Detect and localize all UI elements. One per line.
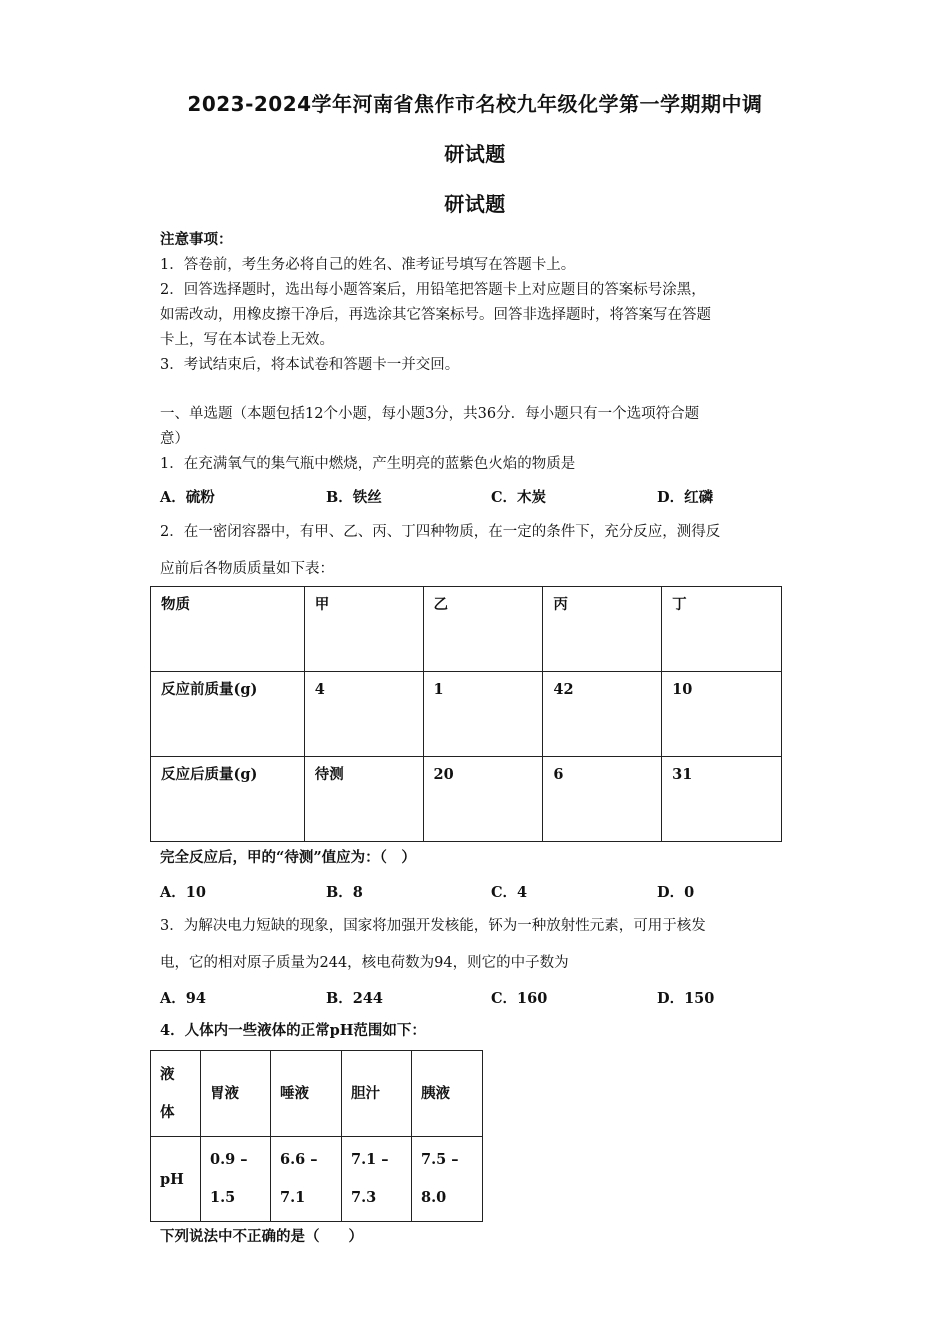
notice-item: 3．考试结束后，将本试卷和答题卡一并交回。 [160,357,460,373]
table-cell: 6 [543,757,662,842]
table-cell: 乙 [423,587,543,672]
title-line-1: 2023-2024学年河南省焦作市名校九年级化学第一学期期中调 [187,92,763,116]
table-cell: pH [151,1137,201,1222]
notice-item: 卡上，写在本试卷上无效。 [160,332,334,348]
q3-option-c: C．160 [491,990,548,1007]
table-header-row [151,587,782,672]
q2-question: 完全反应后，甲的“待测”值应为：（ ） [160,849,416,866]
q1-option-b: B．铁丝 [326,489,382,506]
table-cell: 胆汁 [342,1051,412,1137]
q2-stem: 2．在一密闭容器中，有甲、乙、丙、丁四种物质，在一定的条件下，充分反应，测得反 [160,524,721,540]
table-cell: 1 [423,672,543,757]
table-row [151,1137,483,1222]
q3-option-b: B．244 [326,990,384,1007]
q1-stem: 1．在充满氧气的集气瓶中燃烧，产生明亮的蓝紫色火焰的物质是 [160,456,576,472]
notice-item: 1．答卷前，考生务必将自己的姓名、准考证号填写在答题卡上。 [160,257,576,273]
q2-stem-cont: 应前后各物质质量如下表： [160,561,334,577]
q1-option-d: D．红磷 [657,489,714,506]
table-row [151,672,782,757]
table-cell: 胰液 [412,1051,483,1137]
title-line-3: 研试题 [444,192,506,216]
table-cell: 反应前质量(g) [151,672,305,757]
q4-ph-table [150,1050,483,1222]
section-heading-cont: 意） [160,431,189,447]
q2-option-c: C．4 [491,884,528,901]
table-cell: 待测 [304,757,423,842]
table-cell: 42 [543,672,662,757]
q4-question: 下列说法中不正确的是（ ） [160,1228,363,1245]
table-cell: 唾液 [271,1051,342,1137]
table-row [151,757,782,842]
table-cell: 10 [662,672,782,757]
table-header-row [151,1051,483,1137]
table-cell: 6.6 – 7.1 [271,1137,342,1222]
q3-stem: 3．为解决电力短缺的现象，国家将加强开发核能，钚为一种放射性元素，可用于核发 [160,918,706,934]
section-heading: 一、单选题（本题包括12个小题，每小题3分，共36分．每小题只有一个选项符合题 [160,406,700,422]
q2-option-b: B．8 [326,884,363,901]
table-cell: 丙 [543,587,662,672]
q2-option-d: D．0 [657,884,695,901]
table-cell: 4 [304,672,423,757]
table-cell: 反应后质量(g) [151,757,305,842]
table-cell: 甲 [304,587,423,672]
q3-option-a: A．94 [160,990,206,1007]
q2-mass-table [150,586,782,842]
table-cell: 胃液 [201,1051,271,1137]
notice-item: 如需改动，用橡皮擦干净后，再选涂其它答案标号。回答非选择题时，将答案写在答题 [160,307,711,323]
table-cell: 7.1 – 7.3 [342,1137,412,1222]
q3-stem-cont: 电，它的相对原子质量为244，核电荷数为94，则它的中子数为 [160,955,569,971]
q3-option-d: D．150 [657,990,715,1007]
table-cell: 7.5 – 8.0 [412,1137,483,1222]
notice-heading: 注意事项： [160,231,233,248]
notice-item: 2．回答选择题时，选出每小题答案后，用铅笔把答题卡上对应题目的答案标号涂黑， [160,282,706,298]
title-line-2: 研试题 [444,142,506,166]
table-cell: 20 [423,757,543,842]
q2-option-a: A．10 [160,884,206,901]
table-cell: 液 体 [151,1051,201,1137]
table-cell: 物质 [151,587,305,672]
table-cell: 丁 [662,587,782,672]
table-cell: 0.9 – 1.5 [201,1137,271,1222]
q1-option-a: A．硫粉 [160,489,215,506]
table-cell: 31 [662,757,782,842]
q4-stem: 4．人体内一些液体的正常pH范围如下： [160,1022,426,1039]
q1-option-c: C．木炭 [491,489,547,506]
